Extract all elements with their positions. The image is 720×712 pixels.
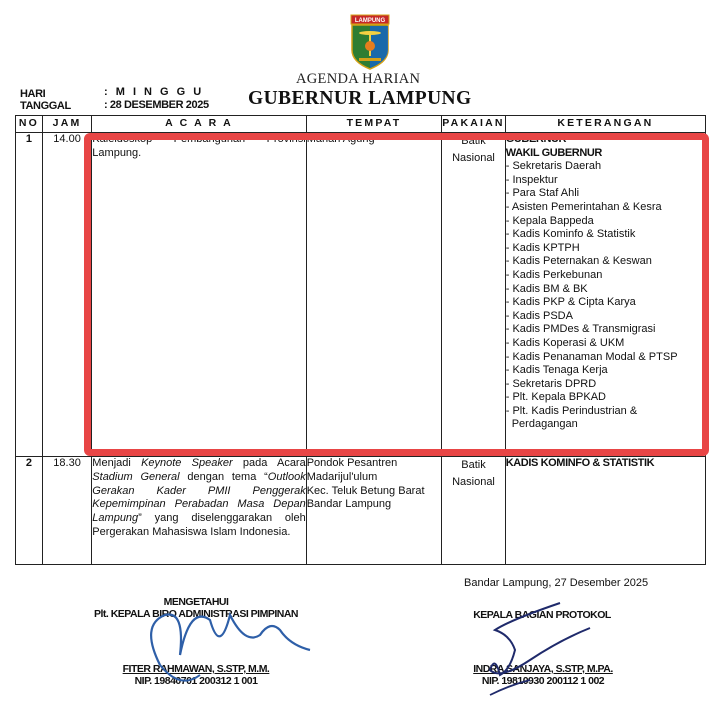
- table-row: [16, 133, 706, 457]
- hari-value: : M I N G G U: [104, 86, 204, 98]
- attendee-item: - Kadis PSDA: [505, 309, 573, 322]
- acara-text: Menjadi: [92, 457, 142, 469]
- left-signatory-name: FITER RAHMAWAN, S.STP, M.M.: [122, 663, 270, 675]
- column-header-tempat: TEMPAT: [306, 116, 442, 133]
- right-signatory-nip: NIP. 19810930 200112 1 002: [481, 675, 605, 687]
- attendee-item: - Kadis PMDes & Transmigrasi: [505, 323, 656, 336]
- row-tempat: Mahan Agung: [306, 133, 442, 457]
- attendee-item: - Kadis Kominfo & Statistik: [505, 228, 636, 241]
- tempat-line: Pondok Pesantren: [306, 457, 398, 469]
- attendee-item: - Kadis Perkebunan: [505, 268, 603, 281]
- attendee-item: - Kadis BM & BK: [505, 282, 588, 295]
- row-pakaian: Batik Nasional: [442, 457, 505, 565]
- place-date: Bandar Lampung, 27 Desember 2025: [464, 577, 649, 589]
- left-sign-line1: MENGETAHUI: [163, 596, 229, 608]
- left-sign-line2: Plt. KEPALA BIRO ADMINISTRASI PIMPINAN: [93, 608, 299, 620]
- attendee-item: - Asisten Pemerintahan & Kesra: [505, 200, 662, 213]
- attendee-item: - Kadis Peternakan & Keswan: [505, 255, 652, 268]
- attendee-item: - Kadis PKP & Cipta Karya: [505, 296, 636, 309]
- left-signatory-nip: NIP. 19840701 200312 1 001: [134, 675, 258, 687]
- row-tempat: [306, 457, 442, 565]
- attendee-item: - Kepala Bappeda: [505, 214, 594, 227]
- tempat-line: Bandar Lampung: [306, 498, 392, 511]
- row-keterangan: [505, 133, 705, 457]
- tanggal-label: TANGGAL: [20, 100, 71, 112]
- agenda-title: GUBERNUR LAMPUNG: [248, 88, 472, 109]
- attendee-item: - Kadis KPTPH: [505, 241, 580, 254]
- column-header-acara: A C A R A: [92, 116, 306, 133]
- attendee-primary: GUBERNUR: [505, 133, 567, 145]
- left-sign-block: [80, 596, 312, 620]
- agenda-table: [15, 115, 706, 565]
- table-header-row: [16, 116, 706, 133]
- row-pakaian: Batik Nasional: [442, 133, 505, 457]
- right-sign-block: [462, 609, 622, 621]
- tempat-line: Kec. Teluk Betung Barat: [306, 484, 425, 497]
- column-header-pakaian: PAKAIAN: [442, 116, 505, 133]
- svg-text:LAMPUNG: LAMPUNG: [354, 18, 386, 24]
- right-signatory: [458, 663, 628, 687]
- acara-text: pada Acara: [232, 457, 306, 469]
- row-jam: 14.00: [42, 133, 91, 457]
- row-jam: 18.30: [42, 457, 91, 565]
- attendee-item: - Plt. Kadis Perindustrian & Perdagangan: [505, 404, 638, 431]
- acara-text: ” yang diselenggarakan oleh Pergerakan Mahasiswa Islam Indonesia.: [92, 512, 306, 538]
- attendee-item: - Para Staf Ahli: [505, 187, 580, 200]
- lampung-emblem-logo: [349, 14, 391, 70]
- row-acara: [92, 457, 306, 565]
- row-no: 2: [16, 457, 43, 565]
- column-header-jam: JAM: [42, 116, 91, 133]
- right-signatory-name: INDRA SANJAYA, S.STP, M.PA.: [473, 663, 613, 675]
- table-row: [16, 457, 706, 565]
- acara-text-italic: Stadium General: [92, 470, 180, 483]
- attendee-item: - Plt. Kepala BPKAD: [505, 391, 606, 404]
- row-no: 1: [16, 133, 43, 457]
- agenda-subtitle: AGENDA HARIAN: [296, 71, 421, 87]
- attendee-item: - Kadis Tenaga Kerja: [505, 364, 608, 377]
- attendee-item: - Kadis Koperasi & UKM: [505, 336, 625, 349]
- right-sign-line1: KEPALA BAGIAN PROTOKOL: [473, 609, 611, 621]
- acara-text: dengan tema “: [179, 470, 268, 483]
- attendee-item: - Sekretaris Daerah: [505, 160, 602, 173]
- left-signatory: [80, 663, 312, 687]
- attendee-item: - Sekretaris DPRD: [505, 377, 597, 390]
- tanggal-value: : 28 DESEMBER 2025: [104, 99, 209, 111]
- attendee-primary: WAKIL GUBERNUR: [505, 146, 602, 159]
- attendee-primary: KADIS KOMINFO & STATISTIK: [505, 457, 655, 469]
- acara-text-italic: Outlook Gerakan Kader PMII Penggerak Kepemimpinan Perabadan Masa Depan Lampung: [92, 470, 306, 525]
- column-header-no: NO: [16, 116, 43, 133]
- attendee-item: - Inspektur: [505, 173, 558, 186]
- acara-text-italic: Keynote Speaker: [141, 457, 233, 469]
- row-acara: Kaleidoskop Pembangunan Provinsi Lampung.: [92, 133, 306, 457]
- column-header-keterangan: KETERANGAN: [505, 116, 705, 133]
- attendee-item: - Kadis Penanaman Modal & PTSP: [505, 350, 678, 363]
- row-keterangan: [505, 457, 705, 565]
- tempat-line: Madarijul'ulum: [306, 470, 378, 483]
- hari-label: HARI: [20, 88, 46, 100]
